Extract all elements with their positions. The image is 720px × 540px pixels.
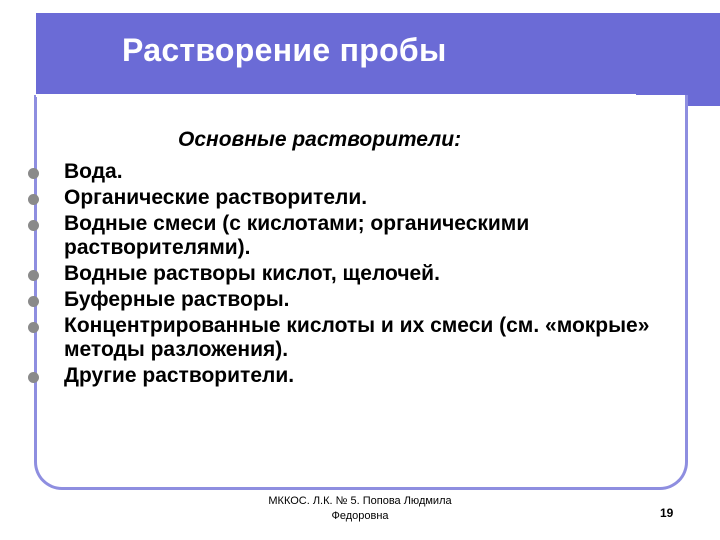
list-item <box>26 262 706 286</box>
page-number: 19 <box>660 506 674 520</box>
slide-subtitle: Основные растворители: <box>178 128 462 151</box>
title-underline <box>36 94 636 97</box>
list-item-label: Органические растворители. <box>64 186 368 209</box>
bullet-icon <box>28 168 39 179</box>
slide-title: Растворение пробы <box>122 32 447 68</box>
bullet-icon <box>28 296 39 307</box>
solvent-list <box>26 160 706 390</box>
list-item <box>26 288 706 312</box>
list-item <box>26 212 706 260</box>
bullet-icon <box>28 322 39 333</box>
list-item-label: Водные растворы кислот, щелочей. <box>64 262 440 285</box>
list-item-label: Вода. <box>64 160 123 183</box>
list-item <box>26 160 706 184</box>
list-item <box>26 186 706 210</box>
bullet-icon <box>28 194 39 205</box>
list-item-label: Концентрированные кислоты и их смеси (см. «мокрые» методы разложения). <box>64 314 650 361</box>
slide-footer <box>250 494 470 524</box>
footer-line-2: Федоровна <box>331 510 389 522</box>
bullet-icon <box>28 270 39 281</box>
footer-line-1: МККОС. Л.К. № 5. Попова Людмила <box>268 495 452 507</box>
list-item <box>26 314 706 362</box>
list-item-label: Другие растворители. <box>64 364 295 387</box>
bullet-icon <box>28 220 39 231</box>
bullet-icon <box>28 372 39 383</box>
list-item-label: Буферные растворы. <box>64 288 290 311</box>
list-item <box>26 364 706 388</box>
list-item-label: Водные смеси (с кислотами; органическими растворителями). <box>64 212 530 259</box>
